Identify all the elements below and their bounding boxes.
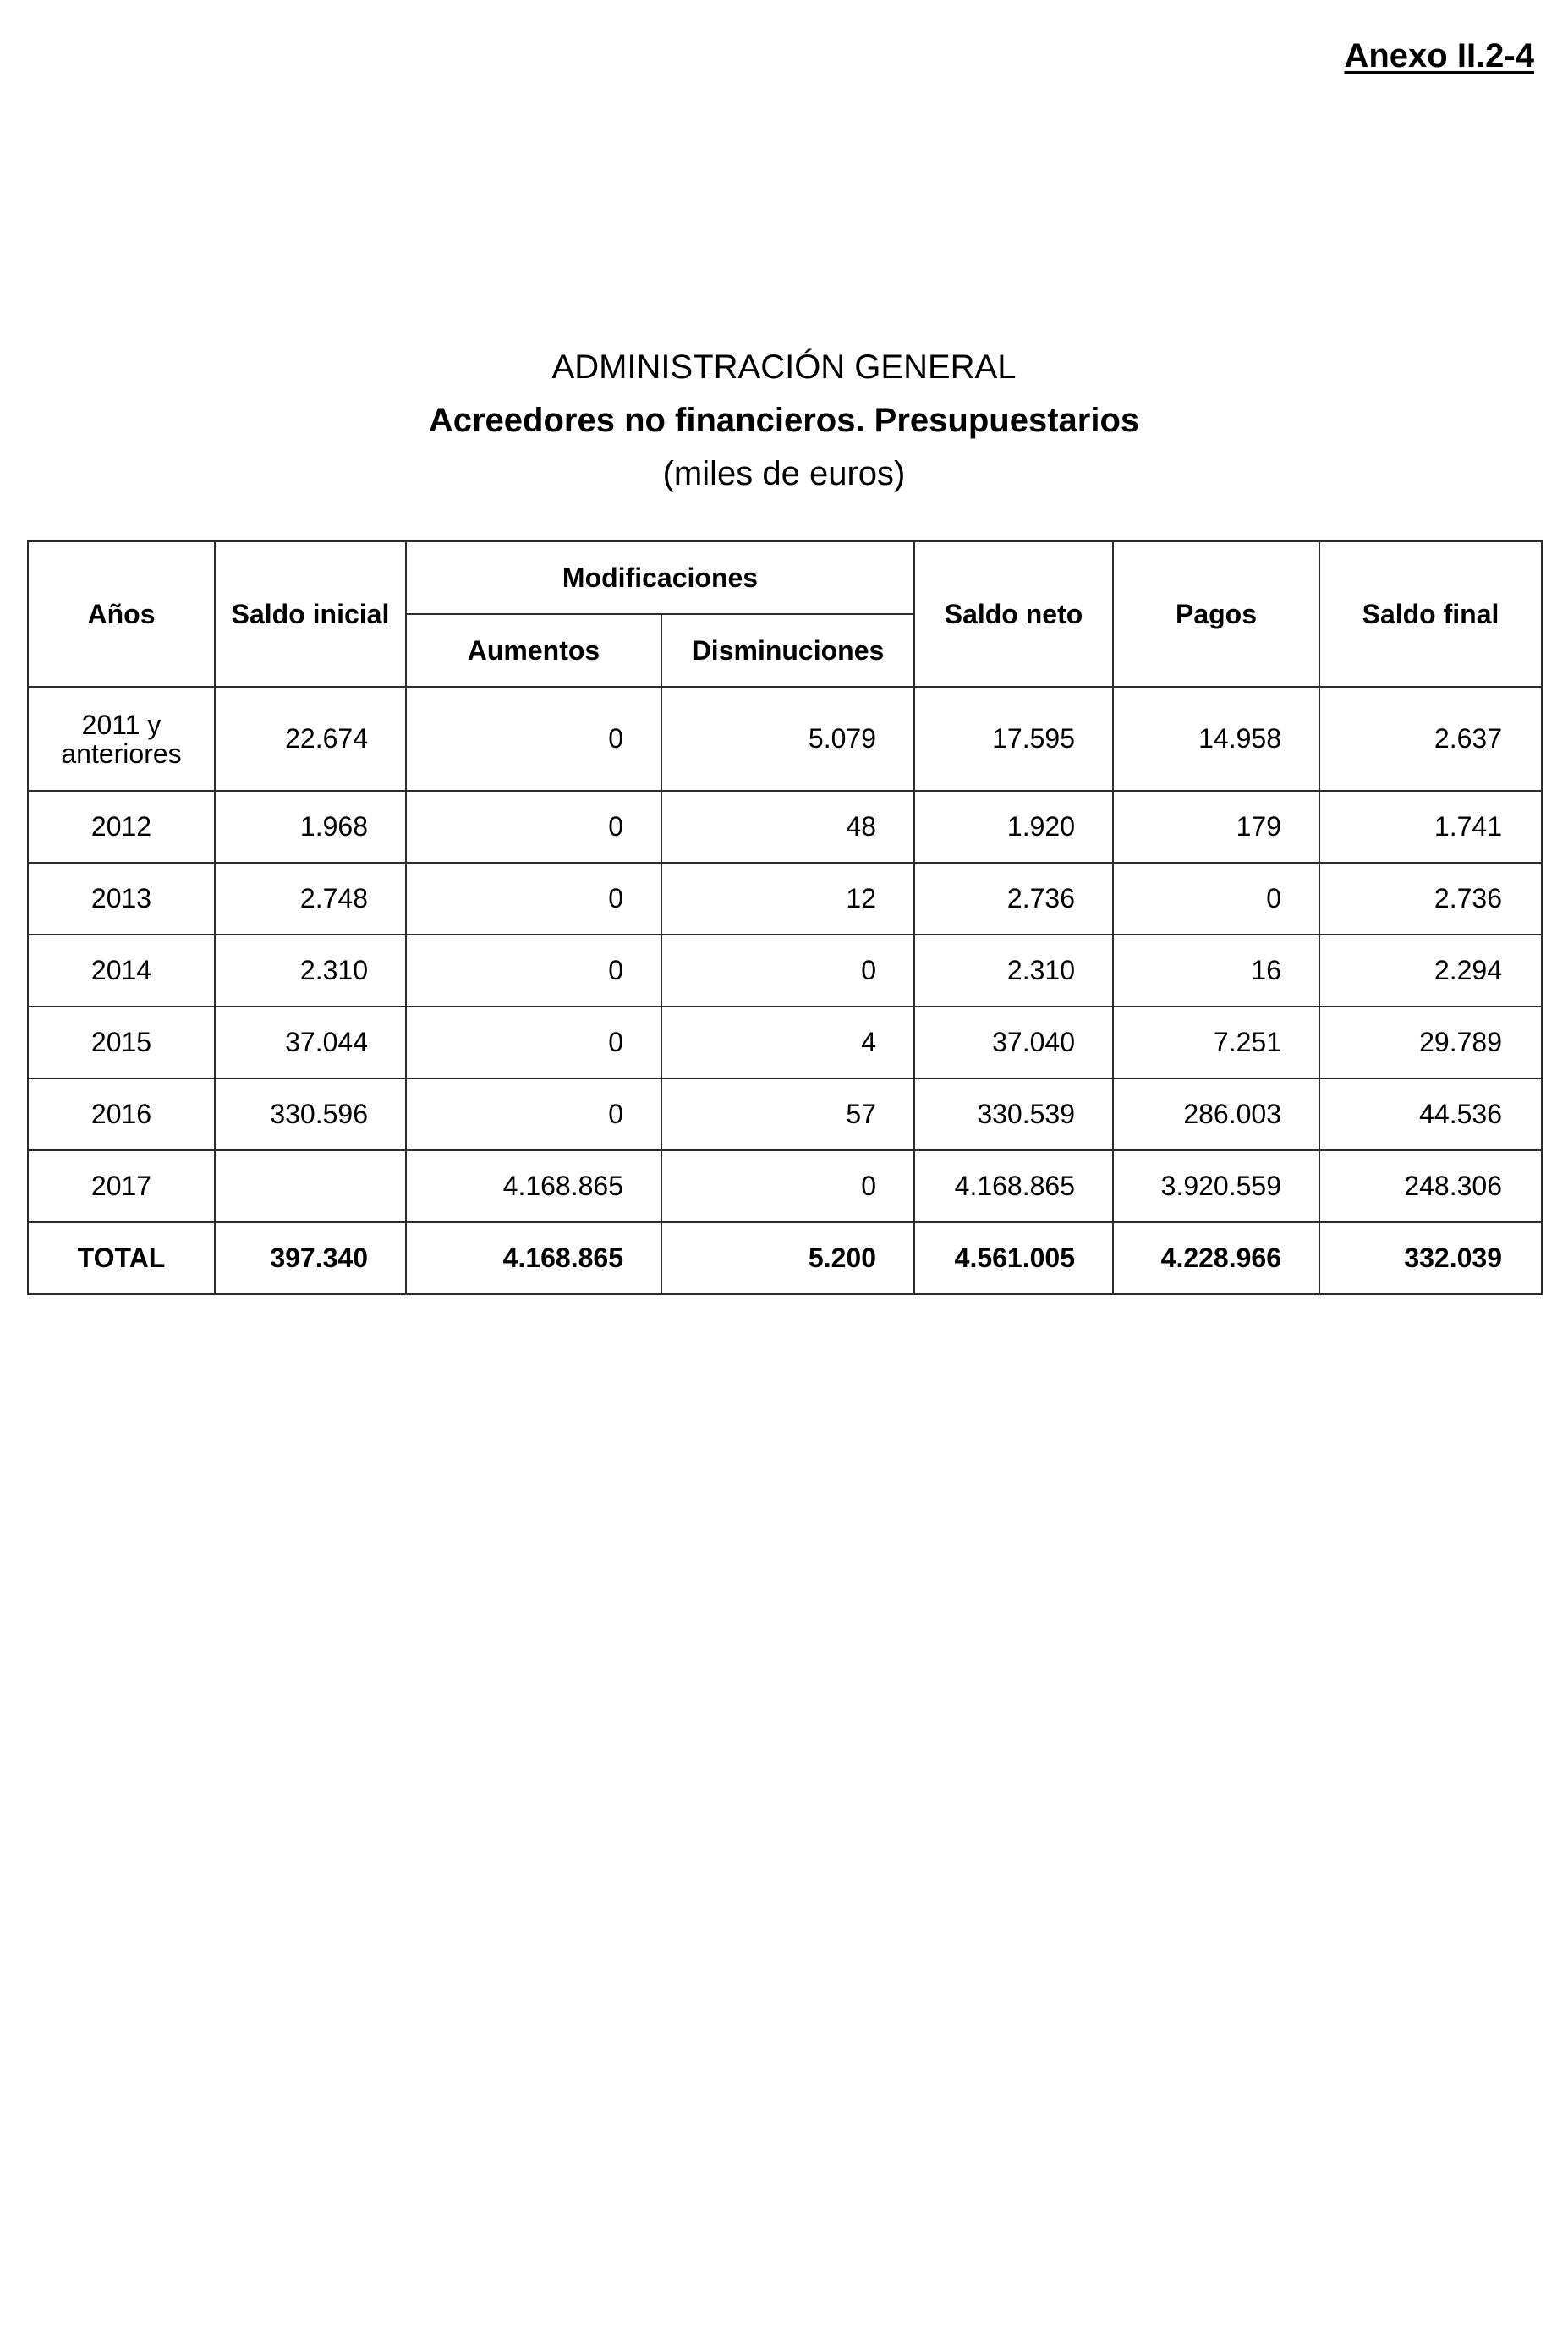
year-line: anteriores [61,738,182,769]
header-saldo-neto: Saldo neto [914,541,1113,687]
page-title: ADMINISTRACIÓN GENERAL [551,348,1017,386]
saldo-inicial-cell: 1.968 [215,791,406,863]
aumentos-cell: 0 [406,1078,661,1150]
header-pagos: Pagos [1113,541,1319,687]
total-saldo-neto: 4.561.005 [914,1222,1113,1294]
saldo-final-cell: 248.306 [1319,1150,1542,1222]
saldo-final-cell: 1.741 [1319,791,1542,863]
table-row [28,935,1542,1007]
saldo-inicial-cell: 330.596 [215,1078,406,1150]
year-line: 2011 y [81,709,162,740]
year-cell: 2017 [28,1150,215,1222]
aumentos-cell: 4.168.865 [406,1150,661,1222]
saldo-neto-cell: 37.040 [914,1007,1113,1078]
saldo-final-cell: 44.536 [1319,1078,1542,1150]
pagos-cell: 14.958 [1113,687,1319,791]
saldo-final-cell: 2.637 [1319,687,1542,791]
pagos-cell: 286.003 [1113,1078,1319,1150]
disminuciones-cell: 4 [661,1007,914,1078]
header-aumentos: Aumentos [406,614,661,687]
total-disminuciones: 5.200 [661,1222,914,1294]
total-aumentos: 4.168.865 [406,1222,661,1294]
header-modificaciones: Modificaciones [406,541,914,614]
table-row [28,1007,1542,1078]
total-row [28,1222,1542,1294]
saldo-neto-cell: 2.736 [914,863,1113,935]
saldo-inicial-cell: 37.044 [215,1007,406,1078]
header-saldo-inicial: Saldo inicial [215,541,406,687]
saldo-final-cell: 2.294 [1319,935,1542,1007]
table-row [28,1078,1542,1150]
year-cell [28,687,215,791]
pagos-cell: 7.251 [1113,1007,1319,1078]
disminuciones-cell: 5.079 [661,687,914,791]
header-row [28,541,1542,614]
year-cell: 2012 [28,791,215,863]
saldo-inicial-cell: 22.674 [215,687,406,791]
year-cell: 2015 [28,1007,215,1078]
saldo-neto-cell: 330.539 [914,1078,1113,1150]
table-row [28,863,1542,935]
table-row [28,1150,1542,1222]
table-row [28,791,1542,863]
aumentos-cell: 0 [406,863,661,935]
aumentos-cell: 0 [406,687,661,791]
total-pagos: 4.228.966 [1113,1222,1319,1294]
saldo-inicial-cell: 2.310 [215,935,406,1007]
creditors-table [27,540,1543,1295]
pagos-cell: 3.920.559 [1113,1150,1319,1222]
saldo-neto-cell: 4.168.865 [914,1150,1113,1222]
header-anos: Años [28,541,215,687]
total-saldo-inicial: 397.340 [215,1222,406,1294]
saldo-inicial-cell: 2.748 [215,863,406,935]
header-saldo-final: Saldo final [1319,541,1542,687]
disminuciones-cell: 57 [661,1078,914,1150]
saldo-neto-cell: 1.920 [914,791,1113,863]
saldo-final-cell: 2.736 [1319,863,1542,935]
aumentos-cell: 0 [406,1007,661,1078]
year-cell: 2014 [28,935,215,1007]
page-subtitle: Acreedores no financieros. Presupuestarios [428,402,1140,439]
aumentos-cell: 0 [406,791,661,863]
aumentos-cell: 0 [406,935,661,1007]
disminuciones-cell: 48 [661,791,914,863]
total-label: TOTAL [28,1222,215,1294]
header-disminuciones: Disminuciones [661,614,914,687]
saldo-neto-cell: 2.310 [914,935,1113,1007]
saldo-final-cell: 29.789 [1319,1007,1542,1078]
disminuciones-cell: 12 [661,863,914,935]
saldo-inicial-cell [215,1150,406,1222]
table-row [28,687,1542,791]
pagos-cell: 16 [1113,935,1319,1007]
disminuciones-cell: 0 [661,1150,914,1222]
total-saldo-final: 332.039 [1319,1222,1542,1294]
units-note: (miles de euros) [662,455,906,492]
pagos-cell: 179 [1113,791,1319,863]
year-cell: 2013 [28,863,215,935]
year-cell: 2016 [28,1078,215,1150]
saldo-neto-cell: 17.595 [914,687,1113,791]
pagos-cell: 0 [1113,863,1319,935]
annex-label: Anexo II.2-4 [1344,37,1534,74]
disminuciones-cell: 0 [661,935,914,1007]
